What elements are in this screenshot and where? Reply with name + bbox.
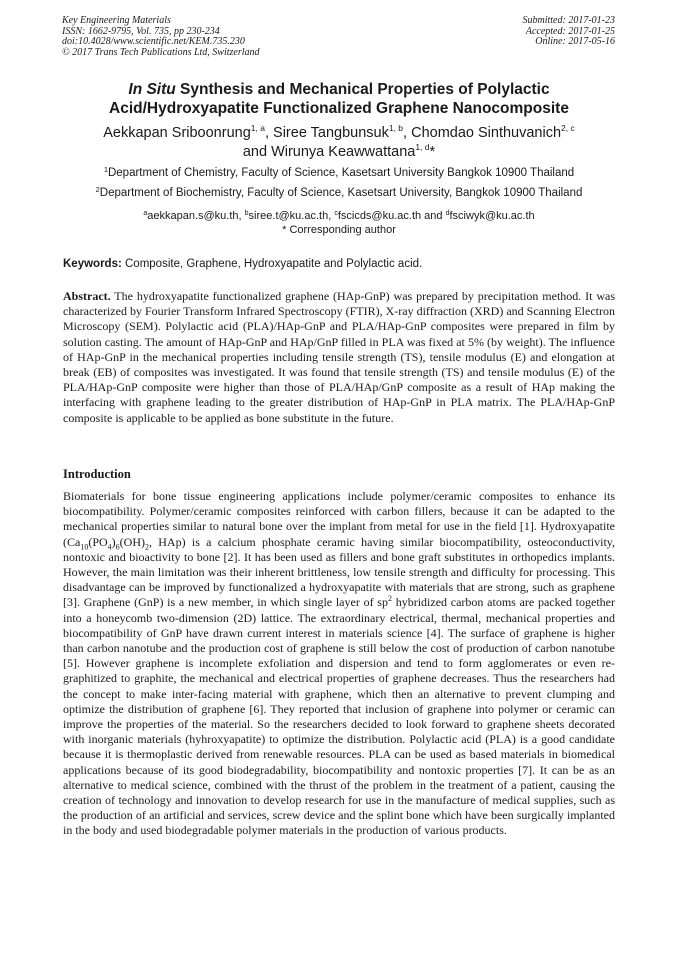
- copyright-line: © 2017 Trans Tech Publications Ltd, Switzerland: [62, 46, 260, 58]
- email-b[interactable]: siree.t@ku.ac.th,: [248, 210, 335, 222]
- subscript: 4: [107, 542, 112, 551]
- dates-header: [523, 16, 616, 48]
- online-date: Online: 2017-05-16: [535, 36, 615, 47]
- author-name: Aekkapan Sriboonrung: [103, 125, 251, 141]
- doi-line: doi:10.4028/www.scientific.net/KEM.735.230: [62, 36, 245, 47]
- affiliation-number: 2: [95, 185, 100, 194]
- email-superscript: c: [334, 210, 338, 217]
- email-superscript: b: [244, 210, 249, 217]
- author-emails: [30, 209, 648, 237]
- intro-text: (OH): [119, 534, 145, 549]
- abstract-label: Abstract.: [63, 289, 111, 303]
- author-conjunction: and: [242, 144, 268, 160]
- section-heading-introduction: Introduction: [63, 467, 131, 481]
- submitted-date: Submitted: 2017-01-23: [522, 15, 615, 26]
- affiliation-text: Department of Biochemistry, Faculty of Science, Kasetsart University, Bangkok 10900 Thailand: [99, 187, 583, 199]
- journal-name: Key Engineering Materials: [62, 15, 171, 26]
- author-list: Aekkapan Sriboonrung$^{1, a}$, Siree Tangbunsuk$^{1, b}$, Chomdao Sinthuvanich$^{2, c}$ and Wirunya Keawwattana$^{1, d}$*: [103, 123, 575, 160]
- subscript: 2: [145, 542, 149, 551]
- author-superscript: 1, b: [388, 123, 404, 133]
- abstract-text: The hydroxyapatite functionalized graphene (HAp-GnP) was prepared by precipitation method. It was characterized by Fourier Transform Infrared Spectroscopy (FTIR), X-ray diffraction (XRD) and Scanning Electron Microscopy (SEM). Polylactic acid (PLA)/HAp-GnP and PLA/HAp-GnP composites were prepared in film by solution casting. The amount of HAp-GnP and HAp/GnP filled in PLA was fixed at 5% (by weight). The influence of HAp-GnP in the mechanical properties including tensile strength (TS), tensile modulus (E) and elongation at break (EB) of composites was investigated. It was found that tensile strength (TS) and tensile modulus (E) of the PLA/HAp-GnP composite were higher than those of PLA/HAp/GnP composite as a result of HAp making the interfacing with graphene leading to the greater distribution of HAp-GnP in PLA matrix. The PLA/HAp-GnP composite is applicable to be applied as bone substitute in the future.: [63, 289, 615, 425]
- affiliation-1: [30, 166, 648, 180]
- issn-line: ISSN: 1662-9795, Vol. 735, pp 230-234: [62, 25, 220, 37]
- author-name: Siree Tangbunsuk: [273, 125, 389, 141]
- corresponding-star: *: [429, 144, 436, 160]
- affiliation-text: Department of Chemistry, Faculty of Science, Kasetsart University Bangkok 10900 Thailand: [107, 167, 575, 179]
- email-c[interactable]: fscicds@ku.ac.th and: [337, 210, 446, 222]
- intro-text: , HAp) is a calcium phosphate ceramic having similar biocompatibility, osteoconductivity, nontoxic and bioactivity to bone [2]. It has been used as fillers and bone graft substitutes in orthopedics implants. However, the main limitation was their inherent brittleness, low tensile strength and difficulty for processing. This disadvantage can be improved by functionalized a hydroxyapatite with materials that are strong, such as graphene [3]. Graphene (GnP) is a new member, in which single layer of sp: [63, 534, 615, 610]
- superscript: 2: [387, 594, 392, 604]
- keywords-text: Composite, Graphene, Hydroxyapatite and Polylactic acid.: [121, 258, 423, 270]
- email-superscript: a: [143, 210, 148, 217]
- intro-text: hybridized carbon atoms are packed together into a honeycomb two-dimension (2D) lattice. The extraordinary electrical, thermal, mechanical properties and biocompatibility of GnP have drawn current interest in materials science [4]. The surface of graphene is higher than carbon nanotube and the production cost of graphene is still below the cost of production of carbon nanotube [5]. However graphene is incomplete exfoliation and dispersion and tend to form agglomerates or even re-graphitized to graphite, the mechanical and electrical properties of graphene decreases. Thus the researchers had the concept to make inter-facing material with graphene, which then an alternative to prevent clumping and optimize the distribution of graphene [6]. They reported that inclusion of graphene into polymer or ceramic can improve the properties of the material. So the researchers decided to look forward to graphene sheets decorated with inorganic materials (hyhroxyapatite) to optimize the distribution. Polylactic acid (PLA) is a good candidate because it is thermoplastic derived from renewable resources. PLA can be used as based materials in biomedical applications because of its good biodegradability, biocompatibility and nontoxic properties [7]. It can be as an alternative to medical science, combined with the thrust of the problem in the treatment of a patient, causing the creation of technology and innovation to develop research for use in the manufacture of medical supplies, such as the production of an artificial and services, screw device and the splint bone which have been surgically implanted in the body and used biodegradable polymer materials in the production of various products.: [63, 595, 615, 838]
- keywords-label: Keywords:: [63, 258, 122, 270]
- title-line1: Synthesis and Mechanical Properties of Polylactic: [175, 81, 550, 98]
- corresponding-author-note: * Corresponding author: [282, 224, 396, 236]
- email-a[interactable]: aekkapan.s@ku.th,: [147, 210, 245, 222]
- author-superscript: 2, c: [561, 123, 575, 133]
- journal-header: [62, 16, 260, 58]
- abstract: [63, 289, 615, 426]
- paper-title: [40, 80, 638, 118]
- email-d[interactable]: fsciwyk@ku.ac.th: [449, 210, 535, 222]
- keywords: [63, 258, 422, 270]
- title-italic: In Situ: [128, 81, 176, 98]
- intro-text: ): [111, 534, 116, 549]
- intro-text: (PO: [88, 534, 108, 549]
- affiliation-2: [30, 186, 648, 200]
- title-line2: Acid/Hydroxyapatite Functionalized Graphene Nanocomposite: [109, 100, 569, 117]
- intro-text: Biomaterials for bone tissue engineering applications include polymer/ceramic composites to enhance its biocompatibility. Polymer/ceramic composites reinforced with carbon fillers, because it can be adapted to the mechanical properties similar to natural bone over the implant from metal for use in the field [1]. Hydroxyapatite (Ca: [63, 489, 615, 549]
- subscript: 10: [80, 542, 89, 551]
- author-superscript: 1, d: [415, 142, 430, 152]
- accepted-date: Accepted: 2017-01-25: [525, 25, 615, 37]
- subscript: 6: [115, 542, 120, 551]
- author-superscript: 1, a: [250, 123, 265, 133]
- introduction-body: [63, 489, 615, 839]
- author-name: Wirunya Keawwattana: [271, 144, 416, 160]
- email-superscript: d: [445, 210, 450, 217]
- author-name: Chomdao Sinthuvanich: [411, 125, 562, 141]
- affiliation-number: 1: [103, 165, 108, 174]
